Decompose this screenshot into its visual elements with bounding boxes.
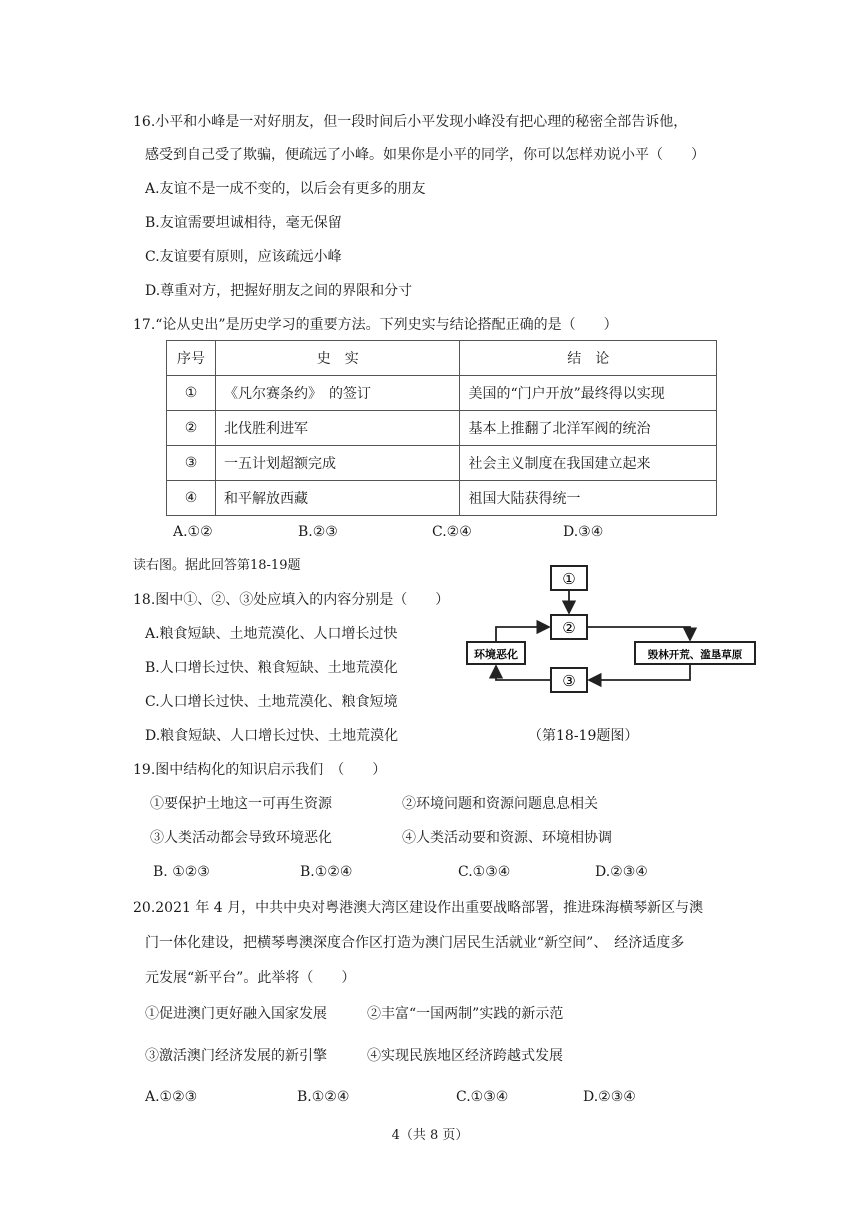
q20-statement-3: ③激活澳门经济发展的新引擎 bbox=[145, 1048, 327, 1064]
q20-statement-4: ④实现民族地区经济跨越式发展 bbox=[367, 1048, 563, 1064]
q20-option-a: A.①②③ bbox=[145, 1089, 198, 1105]
q20-stem-line3: 元发展“新平台”。此举将（ ） bbox=[145, 970, 356, 986]
q17-option-b: B.②③ bbox=[298, 524, 338, 540]
table-cell: 《凡尔赛条约》 的签订 bbox=[215, 376, 460, 411]
q16-stem-line1: 16.小平和小峰是一对好朋友，但一段时间后小平发现小峰没有把心理的秘密全部告诉他， bbox=[133, 114, 688, 130]
arrow-2-to-right bbox=[587, 627, 690, 640]
q19-statement-3: ③人类活动都会导致环境恶化 bbox=[150, 830, 332, 846]
table-cell: 和平解放西藏 bbox=[215, 481, 460, 516]
table-cell: 基本上推翻了北洋军阀的统治 bbox=[460, 411, 717, 446]
table-header-cell: 结 论 bbox=[460, 341, 717, 376]
table-header-cell: 序号 bbox=[167, 341, 216, 376]
table-header-cell: 史 实 bbox=[215, 341, 460, 376]
table-row bbox=[167, 481, 717, 516]
q16-option-b: B.友谊需要坦诚相待，毫无保留 bbox=[145, 215, 342, 231]
table-cell: ② bbox=[167, 411, 216, 446]
arrow-left-to-2 bbox=[496, 627, 549, 642]
box-2-label: ② bbox=[562, 619, 576, 637]
q19-stem: 19.图中结构化的知识启示我们 （ ） bbox=[133, 762, 387, 778]
q18-option-b: B.人口增长过快、粮食短缺、土地荒漠化 bbox=[145, 660, 398, 676]
intro-18-19: 读右图。据此回答第18-19题 bbox=[133, 558, 301, 573]
q19-statement-1: ①要保护土地这一可再生资源 bbox=[150, 796, 332, 812]
q19-statement-4: ④人类活动要和资源、环境相协调 bbox=[402, 830, 612, 846]
table-cell: 北伐胜利进军 bbox=[215, 411, 460, 446]
q20-statement-1: ①促进澳门更好融入国家发展 bbox=[145, 1006, 327, 1022]
q18-option-a: A.粮食短缺、土地荒漠化、人口增长过快 bbox=[145, 626, 398, 642]
q20-stem-line2: 门一体化建设，把横琴粤澳深度合作区打造为澳门居民生活就业“新空间”、 经济适度多 bbox=[145, 935, 685, 951]
right-box-label: 毁林开荒、滥垦草原 bbox=[647, 649, 743, 661]
box-1-label: ① bbox=[562, 570, 576, 588]
table-cell: ① bbox=[167, 376, 216, 411]
q20-option-c: C.①③④ bbox=[456, 1089, 509, 1105]
table-cell: 社会主义制度在我国建立起来 bbox=[460, 446, 717, 481]
table-row bbox=[167, 376, 717, 411]
table-cell: ④ bbox=[167, 481, 216, 516]
q17-option-c: C.②④ bbox=[432, 524, 472, 540]
cycle-diagram bbox=[460, 560, 760, 720]
q17-option-d: D.③④ bbox=[563, 524, 604, 540]
q16-option-c: C.友谊要有原则，应该疏远小峰 bbox=[145, 249, 342, 265]
diagram-caption: （第18-19题图） bbox=[528, 728, 639, 744]
table-header-row bbox=[167, 341, 717, 376]
q19-option-a: B. ①②③ bbox=[153, 864, 210, 880]
q16-option-a: A.友谊不是一成不变的，以后会有更多的朋友 bbox=[145, 181, 426, 197]
table-cell: 一五计划超额完成 bbox=[215, 446, 460, 481]
q19-option-d: D.②③④ bbox=[595, 864, 648, 880]
table-row bbox=[167, 446, 717, 481]
q19-statement-2: ②环境问题和资源问题息息相关 bbox=[402, 796, 598, 812]
q20-option-d: D.②③④ bbox=[583, 1089, 636, 1105]
q20-option-b: B.①②④ bbox=[297, 1089, 350, 1105]
arrow-right-to-3 bbox=[589, 664, 690, 680]
box-3-label: ③ bbox=[562, 672, 576, 690]
q18-option-d: D.粮食短缺、人口增长过快、土地荒漠化 bbox=[145, 728, 399, 744]
q19-option-c: C.①③④ bbox=[458, 864, 511, 880]
table-row bbox=[167, 411, 717, 446]
q17-stem: 17.“论从史出”是历史学习的重要方法。下列史实与结论搭配正确的是（ ） bbox=[133, 317, 618, 333]
table-cell: 美国的“门户开放”最终得以实现 bbox=[460, 376, 717, 411]
q18-stem: 18.图中①、②、③处应填入的内容分别是（ ） bbox=[133, 592, 450, 608]
q16-stem-line2: 感受到自己受了欺骗，便疏远了小峰。如果你是小平的同学，你可以怎样劝说小平（ ） bbox=[145, 147, 705, 163]
q16-option-d: D.尊重对方，把握好朋友之间的界限和分寸 bbox=[145, 283, 413, 299]
q18-option-c: C.人口增长过快、土地荒漠化、粮食短境 bbox=[145, 694, 398, 710]
q20-stem-line1: 20.2021 年 4 月，中共中央对粤港澳大湾区建设作出重要战略部署，推进珠海横琴新区与澳 bbox=[133, 900, 704, 916]
q17-option-a: A.①② bbox=[173, 524, 213, 540]
q19-option-b: B.①②④ bbox=[300, 864, 353, 880]
table-cell: ③ bbox=[167, 446, 216, 481]
arrow-3-to-left bbox=[496, 666, 551, 680]
q17-table bbox=[166, 340, 717, 516]
table-cell: 祖国大陆获得统一 bbox=[460, 481, 717, 516]
left-box-label: 环境恶化 bbox=[474, 648, 518, 661]
q20-statement-2: ②丰富“一国两制”实践的新示范 bbox=[367, 1006, 564, 1022]
page-footer: 4（共 8 页） bbox=[391, 1128, 469, 1143]
